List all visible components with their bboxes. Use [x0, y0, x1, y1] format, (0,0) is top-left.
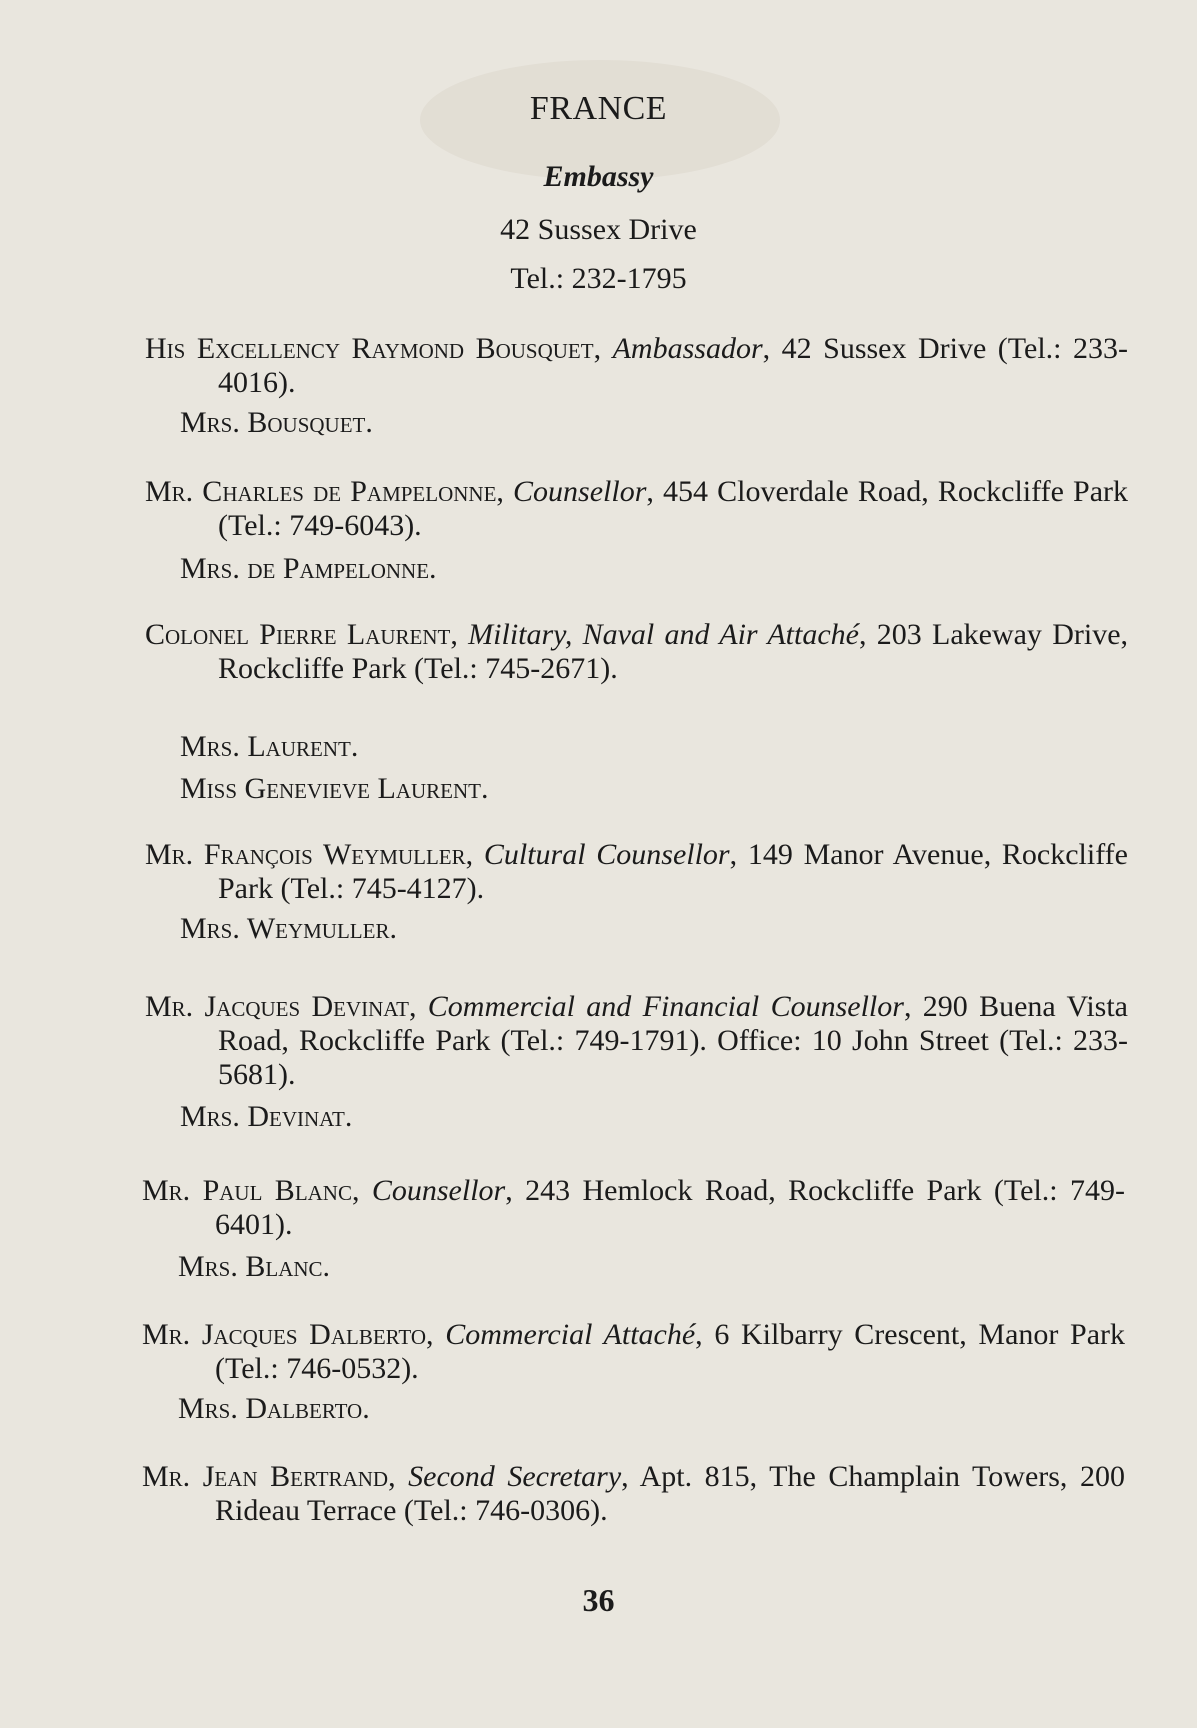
directory-entry: His Excellency Raymond Bousquet, Ambassador, 42 Sussex Drive (Tel.: 233-4016). [145, 332, 1129, 399]
entry-details: , 42 Sussex Drive (Tel.: 233-4016). [218, 332, 1129, 399]
entry-title: Cultural Counsellor [483, 838, 730, 871]
country-heading: FRANCE [529, 90, 668, 127]
entry-name: Mr. Charles de Pampelonne [145, 475, 497, 508]
entry-name: Mr. François Weymuller [145, 838, 466, 871]
entry-title: Counsellor [371, 1174, 506, 1207]
directory-entry: Mr. Jean Bertrand, Second Secretary, Apt. 815, The Champlain Towers, 200 Rideau Terrace (Tel.: 746-0306). [142, 1460, 1125, 1527]
entry-name: His Excellency Raymond Bousquet [145, 332, 594, 365]
spouse-line: Mrs. Laurent. [180, 730, 359, 763]
spouse-line: Mrs. Dalberto. [178, 1392, 370, 1425]
page-number: 36 [582, 1582, 615, 1618]
directory-entry: Colonel Pierre Laurent, Military, Naval and Air Attaché, 203 Lakeway Drive, Rockcliffe Park (Tel.: 745-2671). [145, 618, 1129, 685]
spouse-line: Mrs. Bousquet. [180, 406, 373, 439]
entry-title: Counsellor [513, 475, 647, 508]
entry-name: Mr. Paul Blanc [142, 1174, 352, 1207]
entry-details: , 454 Cloverdale Road, Rockcliffe Park (Tel.: 749-6043). [218, 475, 1128, 542]
spouse-line: Mrs. Blanc. [178, 1250, 331, 1283]
spouse-line: Mrs. Weymuller. [180, 912, 397, 945]
entry-details: , 6 Kilbarry Crescent, Manor Park (Tel.: 746-0532). [215, 1318, 1126, 1385]
entry-title: Ambassador [612, 332, 763, 365]
entry-name: Mr. Jacques Devinat [145, 990, 409, 1023]
entry-details: , 149 Manor Avenue, Rockcliffe Park (Tel.: 745-4127). [218, 838, 1128, 905]
entry-details: , 243 Hemlock Road, Rockcliffe Park (Tel.: 749-6401). [215, 1174, 1125, 1241]
entry-title: Second Secretary [408, 1460, 622, 1493]
entry-name: Mr. Jacques Dalberto [142, 1318, 427, 1351]
directory-entry: Mr. Charles de Pampelonne, Counsellor, 454 Cloverdale Road, Rockcliffe Park (Tel.: 749-6043). [145, 475, 1128, 542]
embassy-telephone: Tel.: 232-1795 [510, 262, 687, 295]
directory-entry: Mr. Jacques Dalberto, Commercial Attaché, 6 Kilbarry Crescent, Manor Park (Tel.: 746-0532). [142, 1318, 1126, 1385]
spouse-line: Mrs. Devinat. [180, 1100, 353, 1133]
entry-name: Mr. Jean Bertrand [142, 1460, 389, 1493]
entry-name: Colonel Pierre Laurent [145, 618, 451, 651]
spouse-line: Mrs. de Pampelonne. [180, 552, 437, 585]
embassy-address: 42 Sussex Drive [500, 213, 697, 246]
entry-details: , 203 Lakeway Drive, Rockcliffe Park (Tel.: 745-2671). [218, 618, 1129, 685]
directory-entry: Mr. Paul Blanc, Counsellor, 243 Hemlock Road, Rockcliffe Park (Tel.: 749-6401). [142, 1174, 1125, 1241]
entry-title: Commercial and Financial Counsellor [427, 990, 904, 1023]
directory-entry: Mr. Jacques Devinat, Commercial and Financial Counsellor, 290 Buena Vista Road, Rockcliffe Park (Tel.: 749-1791). Office: 10 John Street (Tel.: 233-5681). [145, 990, 1128, 1091]
entry-title: Military, Naval and Air Attaché [468, 618, 859, 651]
section-heading: Embassy [543, 160, 654, 193]
spouse-line: Miss Genevieve Laurent. [180, 772, 489, 805]
directory-entry: Mr. François Weymuller, Cultural Counsellor, 149 Manor Avenue, Rockcliffe Park (Tel.: 745-4127). [145, 838, 1128, 905]
entry-details: , Apt. 815, The Champlain Towers, 200 Rideau Terrace (Tel.: 746-0306). [215, 1460, 1125, 1527]
entry-details: , 290 Buena Vista Road, Rockcliffe Park (Tel.: 749-1791). Office: 10 John Street (Tel.: 233-5681). [218, 990, 1128, 1091]
entry-title: Commercial Attaché [445, 1318, 696, 1351]
